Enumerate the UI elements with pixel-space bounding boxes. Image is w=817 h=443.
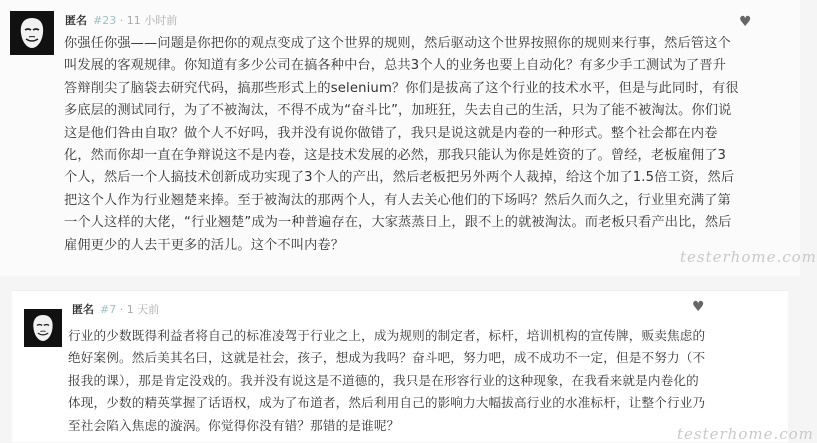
- comment-meta: [65, 12, 177, 28]
- timestamp: · 11 小时前: [119, 14, 178, 27]
- comment-line: 体现，少数的精英掌握了话语权，成为了布道者，然后利用自己的影响力大幅拔高行业的水准标杆，让整个行业乃: [68, 395, 706, 411]
- watermark: testerhome.com: [680, 248, 817, 266]
- avatar[interactable]: [24, 309, 62, 347]
- timestamp: · 1 天前: [119, 303, 160, 316]
- comment-line: 你强任你强——问题是你把你的观点变成了这个世界的规则，然后驱动这个世界按照你的规则来行事，然后管这个: [64, 36, 731, 51]
- comment-line: 报我的课），那是肯定没戏的。我并没有说这是不道德的，我只是在形容行业的这种现象，在我看来就是内卷化的: [68, 372, 699, 388]
- floor-number[interactable]: #23: [93, 14, 117, 27]
- comment-line: 至社会陷入焦虑的漩涡。你觉得你没有错？那错的是谁呢？: [68, 417, 400, 433]
- comment-line: 叫发展的客观规律。你知道有多少公司在搞各种中台，总共3个人的业务也要上自动化？有多少手工测试为了晋升: [64, 58, 727, 74]
- watermark: testerhome.com: [677, 425, 814, 443]
- comment-body: [64, 33, 754, 257]
- comment-line: 一个人这样的大佬，“行业翘楚”成为一种普遍存在，大家蒸蒸日上，跟不上的就被淘汰。而老板只看产出比，然后: [64, 215, 732, 231]
- comment-card-7: [12, 290, 788, 442]
- author-name[interactable]: 匿名: [72, 303, 94, 316]
- anonymous-mask-icon: [24, 309, 62, 347]
- comment-meta: [72, 301, 159, 317]
- comment-line: 个人，然后一个人搞技术创新成功实现了3个人的产出，然后老板把另外两个人裁掉，给这个加了1.5倍工资，然后: [64, 170, 735, 186]
- comment-line: 绝好案例。然后美其名曰，这就是社会，孩子，想成为我吗？奋斗吧，努力吧，成不成功不一定，但是不努力（不: [68, 350, 706, 366]
- comment-line: 多底层的测试同行，为了不被淘汰，不得不成为“奋斗比”，加班狂，失去自己的生活，只为了能不被淘汰。你们说: [64, 103, 732, 119]
- comment-line: 把这个人作为行业翘楚来捧。至于被淘汰的那两个人，有人去关心他们的下场吗？然后久而久之，行业里充满了第: [64, 192, 731, 208]
- heart-icon[interactable]: ♥: [692, 299, 705, 315]
- comment-line: 雇佣更少的人去干更多的活儿。这个不叫内卷？: [64, 237, 345, 253]
- comment-line: 答辩削尖了脑袋去研究代码，搞那些形式上的selenium？你们是拔高了这个行业的技术水平，但是与此同时，有很: [64, 80, 739, 96]
- heart-icon[interactable]: ♥: [739, 14, 752, 30]
- comment-line: 化，然而你却一直在争辩说这不是内卷，这是技术发展的必然，那我只能认为你是姓资的了。曾经，老板雇佣了3: [64, 148, 727, 164]
- comment-line: 行业的少数既得利益者将自己的标准凌驾于行业之上，成为规则的制定者，标杆，培训机构的宣传牌，贩卖焦虑的: [68, 328, 706, 343]
- avatar[interactable]: [10, 11, 54, 55]
- floor-number[interactable]: #7: [100, 303, 117, 316]
- comment-line: 这是他们咎由自取？做个人不好吗，我并没有说你做错了，我只是说这就是内卷的一种形式。整个社会都在内卷: [64, 125, 718, 141]
- comment-body: [68, 325, 704, 437]
- author-name[interactable]: 匿名: [65, 14, 87, 27]
- anonymous-mask-icon: [10, 11, 54, 55]
